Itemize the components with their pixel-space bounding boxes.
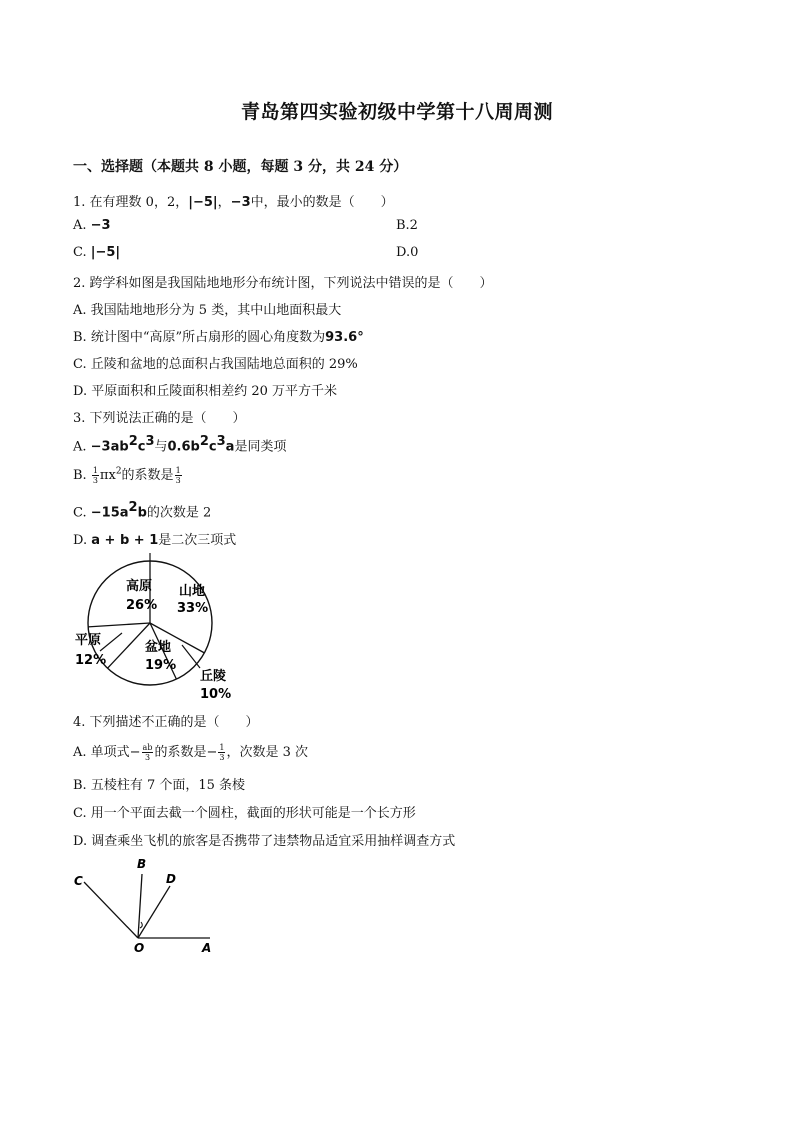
q4-stem: 4. 下列描述不正确的是（ ） [73,715,259,730]
option-prefix: A. [73,218,91,233]
label-o: O [134,941,145,955]
fraction [142,743,154,762]
option-math: c [137,439,146,455]
option-math: |−5| [90,245,121,260]
page-title: 青岛第四实验初级中学第十八周周测 [240,101,553,123]
option-math: 93.6° [325,330,364,345]
q1-stem [73,191,394,210]
q1-option-a [73,218,111,233]
option-sup: 2 [199,434,209,449]
terrain-pie-chart [70,553,240,703]
option-text: 是二次三项式 [158,533,237,548]
q1-stem-part: 中，最小的数是（ ） [250,195,394,210]
pie-label-hills: 丘陵 [200,669,227,684]
q2-option-a: A. 我国陆地地形分为 5 类，其中山地面积最大 [73,303,342,318]
ray-od [138,886,170,938]
pie-leader-plain [100,633,122,651]
pie-slice-高原 [88,623,150,627]
fraction-denominator: 3 [92,476,98,485]
section-heading: 一、选择题（本题共 8 小题，每题 3 分，共 24 分） [73,159,408,175]
angle-figure [70,852,220,957]
fraction-denominator: 3 [175,476,181,485]
angle-mark [140,922,142,928]
option-prefix: C. [73,245,91,260]
pie-pct-mountain: 33% [177,601,209,616]
option-text: 是同类项 [234,439,287,455]
q3-option-b [73,464,183,485]
q4-option-a [73,741,308,762]
q2-option-b [73,326,364,345]
q1-option-c [73,245,120,260]
option-math: −15a [90,505,129,521]
pie-pct-hills: 10% [200,687,232,702]
option-math: −3 [90,218,111,233]
fraction-denominator: 3 [144,753,151,762]
q4-option-b: B. 五棱柱有 7 个面，15 条棱 [73,778,246,793]
pie-pct-plain: 12% [75,653,107,668]
label-c: C [74,874,83,888]
q3-stem: 3. 下列说法正确的是（ ） [73,411,246,426]
fraction-numerator: 1 [219,743,225,752]
label-d: D [166,872,176,886]
option-sup: 3 [145,434,155,449]
option-sup: 2 [128,434,138,449]
fraction-denominator: 3 [219,753,225,762]
q3-option-c [73,500,211,520]
q4-option-d: D. 调查乘坐飞机的旅客是否携带了违禁物品适宜采用抽样调查方式 [73,834,456,849]
option-math: 0.6b [167,439,200,455]
fraction [92,466,99,485]
fraction [175,466,182,485]
ray-oc [84,882,138,938]
q1-option-b: B.2 [396,218,418,233]
q4-option-c: C. 用一个平面去截一个圆柱，截面的形状可能是一个长方形 [73,806,416,821]
q2-option-c: C. 丘陵和盆地的总面积占我国陆地总面积的 29% [73,357,358,372]
fraction-numerator: 1 [175,466,181,475]
q1-math-neg3: −3 [230,195,251,210]
q2-option-d: D. 平原面积和丘陵面积相差约 20 万平方千米 [73,384,338,399]
option-prefix: C. [73,505,91,521]
option-text: 的次数是 2 [146,505,212,521]
q2-stem: 2. 跨学科如图是我国陆地地形分布统计图，下列说法中错误的是（ ） [73,276,493,291]
option-sup: 3 [216,434,226,449]
option-prefix: A. [73,439,91,455]
option-math: πx [99,468,116,483]
option-text: ，次数是 3 次 [226,745,308,760]
option-text: 的系数是− [154,745,218,760]
pie-pct-basin: 19% [145,658,177,673]
q1-math-abs: |−5| [188,195,218,210]
pie-label-mountain: 山地 [179,584,206,599]
pie-label-plain: 平原 [75,633,102,648]
pie-slice-平原 [108,623,150,668]
option-text: 的系数是 [121,468,174,483]
option-math: b [137,505,147,521]
option-math: a [225,439,235,455]
pie-label-basin: 盆地 [145,640,172,655]
option-text: B. 统计图中“高原”所占扇形的圆心角度数为 [73,330,326,345]
q3-option-a [73,434,286,454]
option-sup: 2 [128,500,138,515]
q1-stem-part: 1. 在有理数 0，2， [73,195,189,210]
option-text: 与 [154,439,168,455]
q3-option-d [73,529,236,548]
label-b: B [137,857,147,871]
option-math: −3ab [90,439,129,455]
option-text: A. 单项式− [73,745,141,760]
option-prefix: B. [73,468,91,483]
pie-label-plateau: 高原 [126,579,153,594]
fraction-numerator: ab [142,743,153,752]
label-a: A [202,941,212,955]
ray-ob [138,874,142,938]
q1-option-d: D.0 [396,245,419,260]
option-math: c [208,439,217,455]
option-prefix: D. [73,533,92,548]
fraction-numerator: 1 [92,466,98,475]
fraction [218,743,225,762]
option-sup: 2 [115,466,122,477]
option-math: a + b + 1 [91,533,159,548]
q1-stem-part: ， [217,195,231,210]
pie-pct-plateau: 26% [126,598,158,613]
